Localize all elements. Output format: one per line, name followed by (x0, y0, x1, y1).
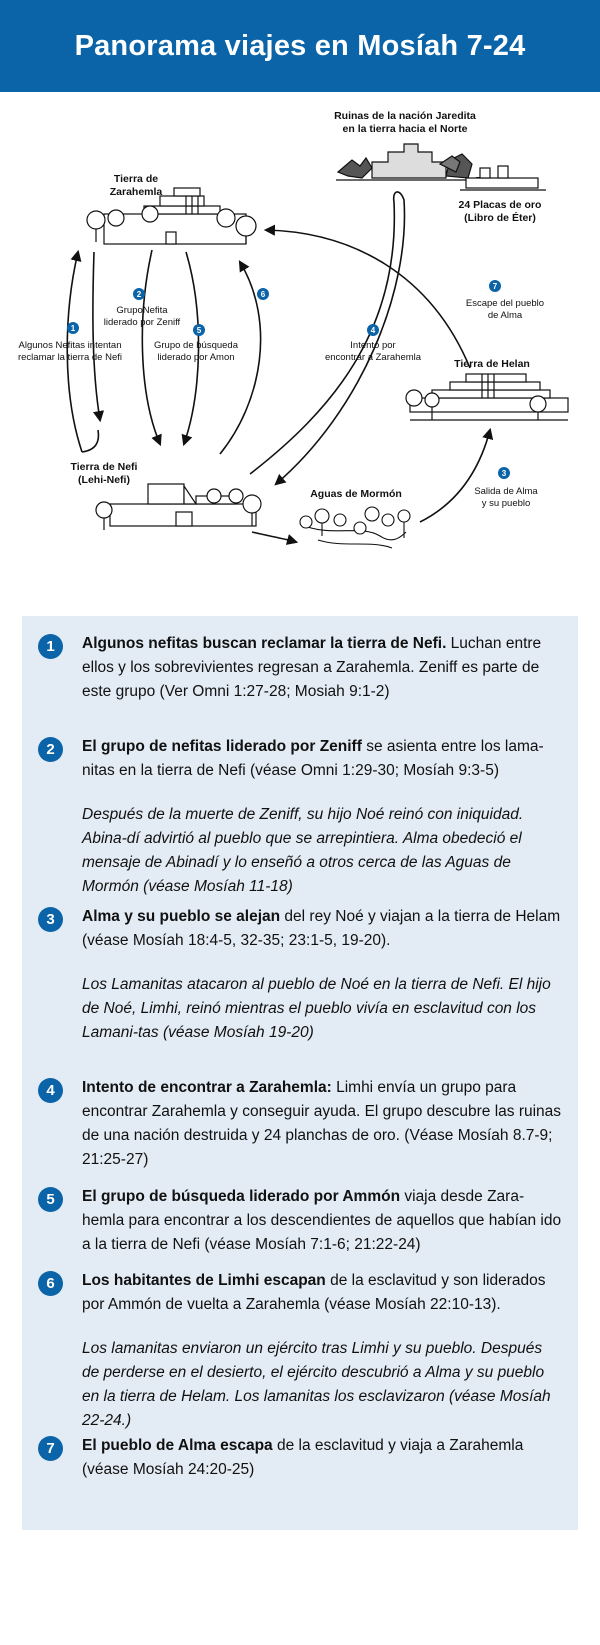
item-heading: Intento de encontrar a Zarahemla: (82, 1079, 332, 1096)
route-7-label-2: de Alma (487, 310, 523, 321)
item-text (82, 1434, 562, 1482)
route-3-number: 3 (501, 469, 507, 478)
route-5-label-2: liderado por Amon (157, 352, 235, 363)
item-body: viaja desde Zara-hemla para encontrar a los descendientes de aquellos que habían ido a la tierra de Nefi (véase Mosíah 7:1-6; 21:22-24) (82, 1188, 562, 1253)
route-1-label-1: Algunos Nefitas intentan (18, 340, 122, 351)
route-1-number: 1 (70, 324, 76, 333)
item-text (82, 1076, 562, 1172)
item-heading: Alma y su pueblo se alejan (82, 908, 281, 925)
item-number-badge: 5 (38, 1187, 63, 1212)
route-7-number: 7 (492, 282, 498, 291)
helam-illustration (406, 374, 568, 420)
route-4-number: 4 (370, 326, 376, 335)
item-number-badge: 6 (38, 1271, 63, 1296)
nephi-label-2: (Lehi-Nefi) (78, 474, 130, 486)
route-2-number: 2 (136, 290, 142, 299)
nephi-illustration (96, 484, 261, 530)
route-7-label-1: Escape del pueblo (465, 298, 545, 309)
item-number-badge: 2 (38, 737, 63, 762)
item-number-badge: 3 (38, 907, 63, 932)
jaredite-ruins-label-1: Ruinas de la nación Jaredita (334, 110, 476, 122)
nephi-label-1: Tierra de Nefi (70, 461, 138, 473)
item-body: Limhi envía un grupo para encontrar Zarahemla y conseguir ayuda. El grupo descubre las ruinas de una nación destruida y 24 planchas de oro. (Véase Mosíah 8.7-9; 21:25-27) (82, 1079, 562, 1168)
route-4-label-2: encontrar a Zarahemla (324, 352, 422, 363)
journey-map (0, 92, 600, 612)
item-number-badge: 4 (38, 1078, 63, 1103)
item-heading: El grupo de búsqueda liderado por Ammón (82, 1188, 401, 1205)
mormon-label: Aguas de Mormón (310, 488, 402, 500)
legend-panel (22, 616, 578, 1530)
item-number-badge: 1 (38, 634, 63, 659)
item-heading: El grupo de nefitas liderado por Zeniff (82, 738, 362, 755)
item-text (82, 1269, 562, 1317)
item-body: del rey Noé y viajan a la tierra de Helam (véase Mosíah 18:4-5, 32-35; 23:1-5, 19-20). (82, 908, 561, 949)
jaredite-ruins-illustration (336, 144, 486, 180)
zarahemla-label-1: Tierra de (113, 173, 159, 185)
item-body: Luchan entre ellos y los sobrevivientes regresan a Zarahemla. Zeniff es parte de este grupo (Ver Omni 1:27-28; Mosiah 9:1-2) (82, 635, 542, 700)
route-6-number: 6 (260, 290, 266, 299)
route-2-label-2: liderado por Zeniff (103, 317, 181, 328)
item-number-badge: 7 (38, 1436, 63, 1461)
jaredite-ruins-label-2: en la tierra hacia el Norte (342, 123, 468, 135)
route-1-label-2: reclamar la tierra de Nefi (17, 352, 123, 363)
item-note: Después de la muerte de Zeniff, su hijo Noé reinó con iniquidad. Abina-dí advirtió al pueblo que se arrepintiera. Alma obedeció el mensaje de Abinadí y lo enseñó a otros cerca de las Aguas de Mormón (véase Mosíah 11-18) (82, 806, 524, 895)
zarahemla-label-2: Zarahemla (109, 186, 163, 198)
route-5-label-1: Grupo de búsqueda (154, 340, 238, 351)
item-body: de la esclavitud y son liderados por Ammón de vuelta a Zarahemla (véase Mosíah 22:10-13). (82, 1272, 546, 1313)
route-4-label-1: Intento por (350, 340, 396, 351)
item-text (82, 632, 562, 704)
item-heading: Algunos nefitas buscan reclamar la tierra de Nefi. (82, 635, 447, 652)
item-text (82, 1185, 562, 1257)
plates-illustration (460, 166, 546, 190)
route-3-label-2: y su pueblo (481, 498, 531, 509)
item-text (82, 905, 562, 953)
item-heading: Los habitantes de Limhi escapan (82, 1272, 326, 1289)
header-bar (0, 0, 600, 92)
helam-label: Tierra de Helan (454, 358, 530, 370)
item-heading: El pueblo de Alma escapa (82, 1437, 273, 1454)
item-note: Los lamanitas enviaron un ejército tras Limhi y su pueblo. Después de perderse en el desierto, el ejército descubrió a Alma y su pueblo en la tierra de Helam. Los lamanitas los esclavizaron (véase Mosíah 22-24.) (82, 1340, 551, 1429)
plates-label-2: (Libro de Éter) (464, 212, 536, 224)
route-2-label-1: GrupoNefita (116, 305, 168, 316)
item-body: de la esclavitud y viaja a Zarahemla (véase Mosíah 24:20-25) (82, 1437, 524, 1478)
item-note: Los Lamanitas atacaron al pueblo de Noé en la tierra de Nefi. El hijo de Noé, Limhi, reinó mientras el pueblo vivía en esclavitud con los Lamani-tas (véase Mosíah 19-20) (82, 976, 551, 1041)
item-body: se asienta entre los lama-nitas en la tierra de Nefi (véase Omni 1:29-30; Mosíah 9:3-5) (82, 738, 544, 779)
route-5-number: 5 (196, 326, 202, 335)
plates-label-1: 24 Placas de oro (458, 199, 542, 211)
route-3-label-1: Salida de Alma (474, 486, 538, 497)
waters-of-mormon-illustration (300, 507, 410, 548)
item-text (82, 735, 562, 783)
page-title: Panorama viajes en Mosíah 7-24 (74, 29, 526, 62)
